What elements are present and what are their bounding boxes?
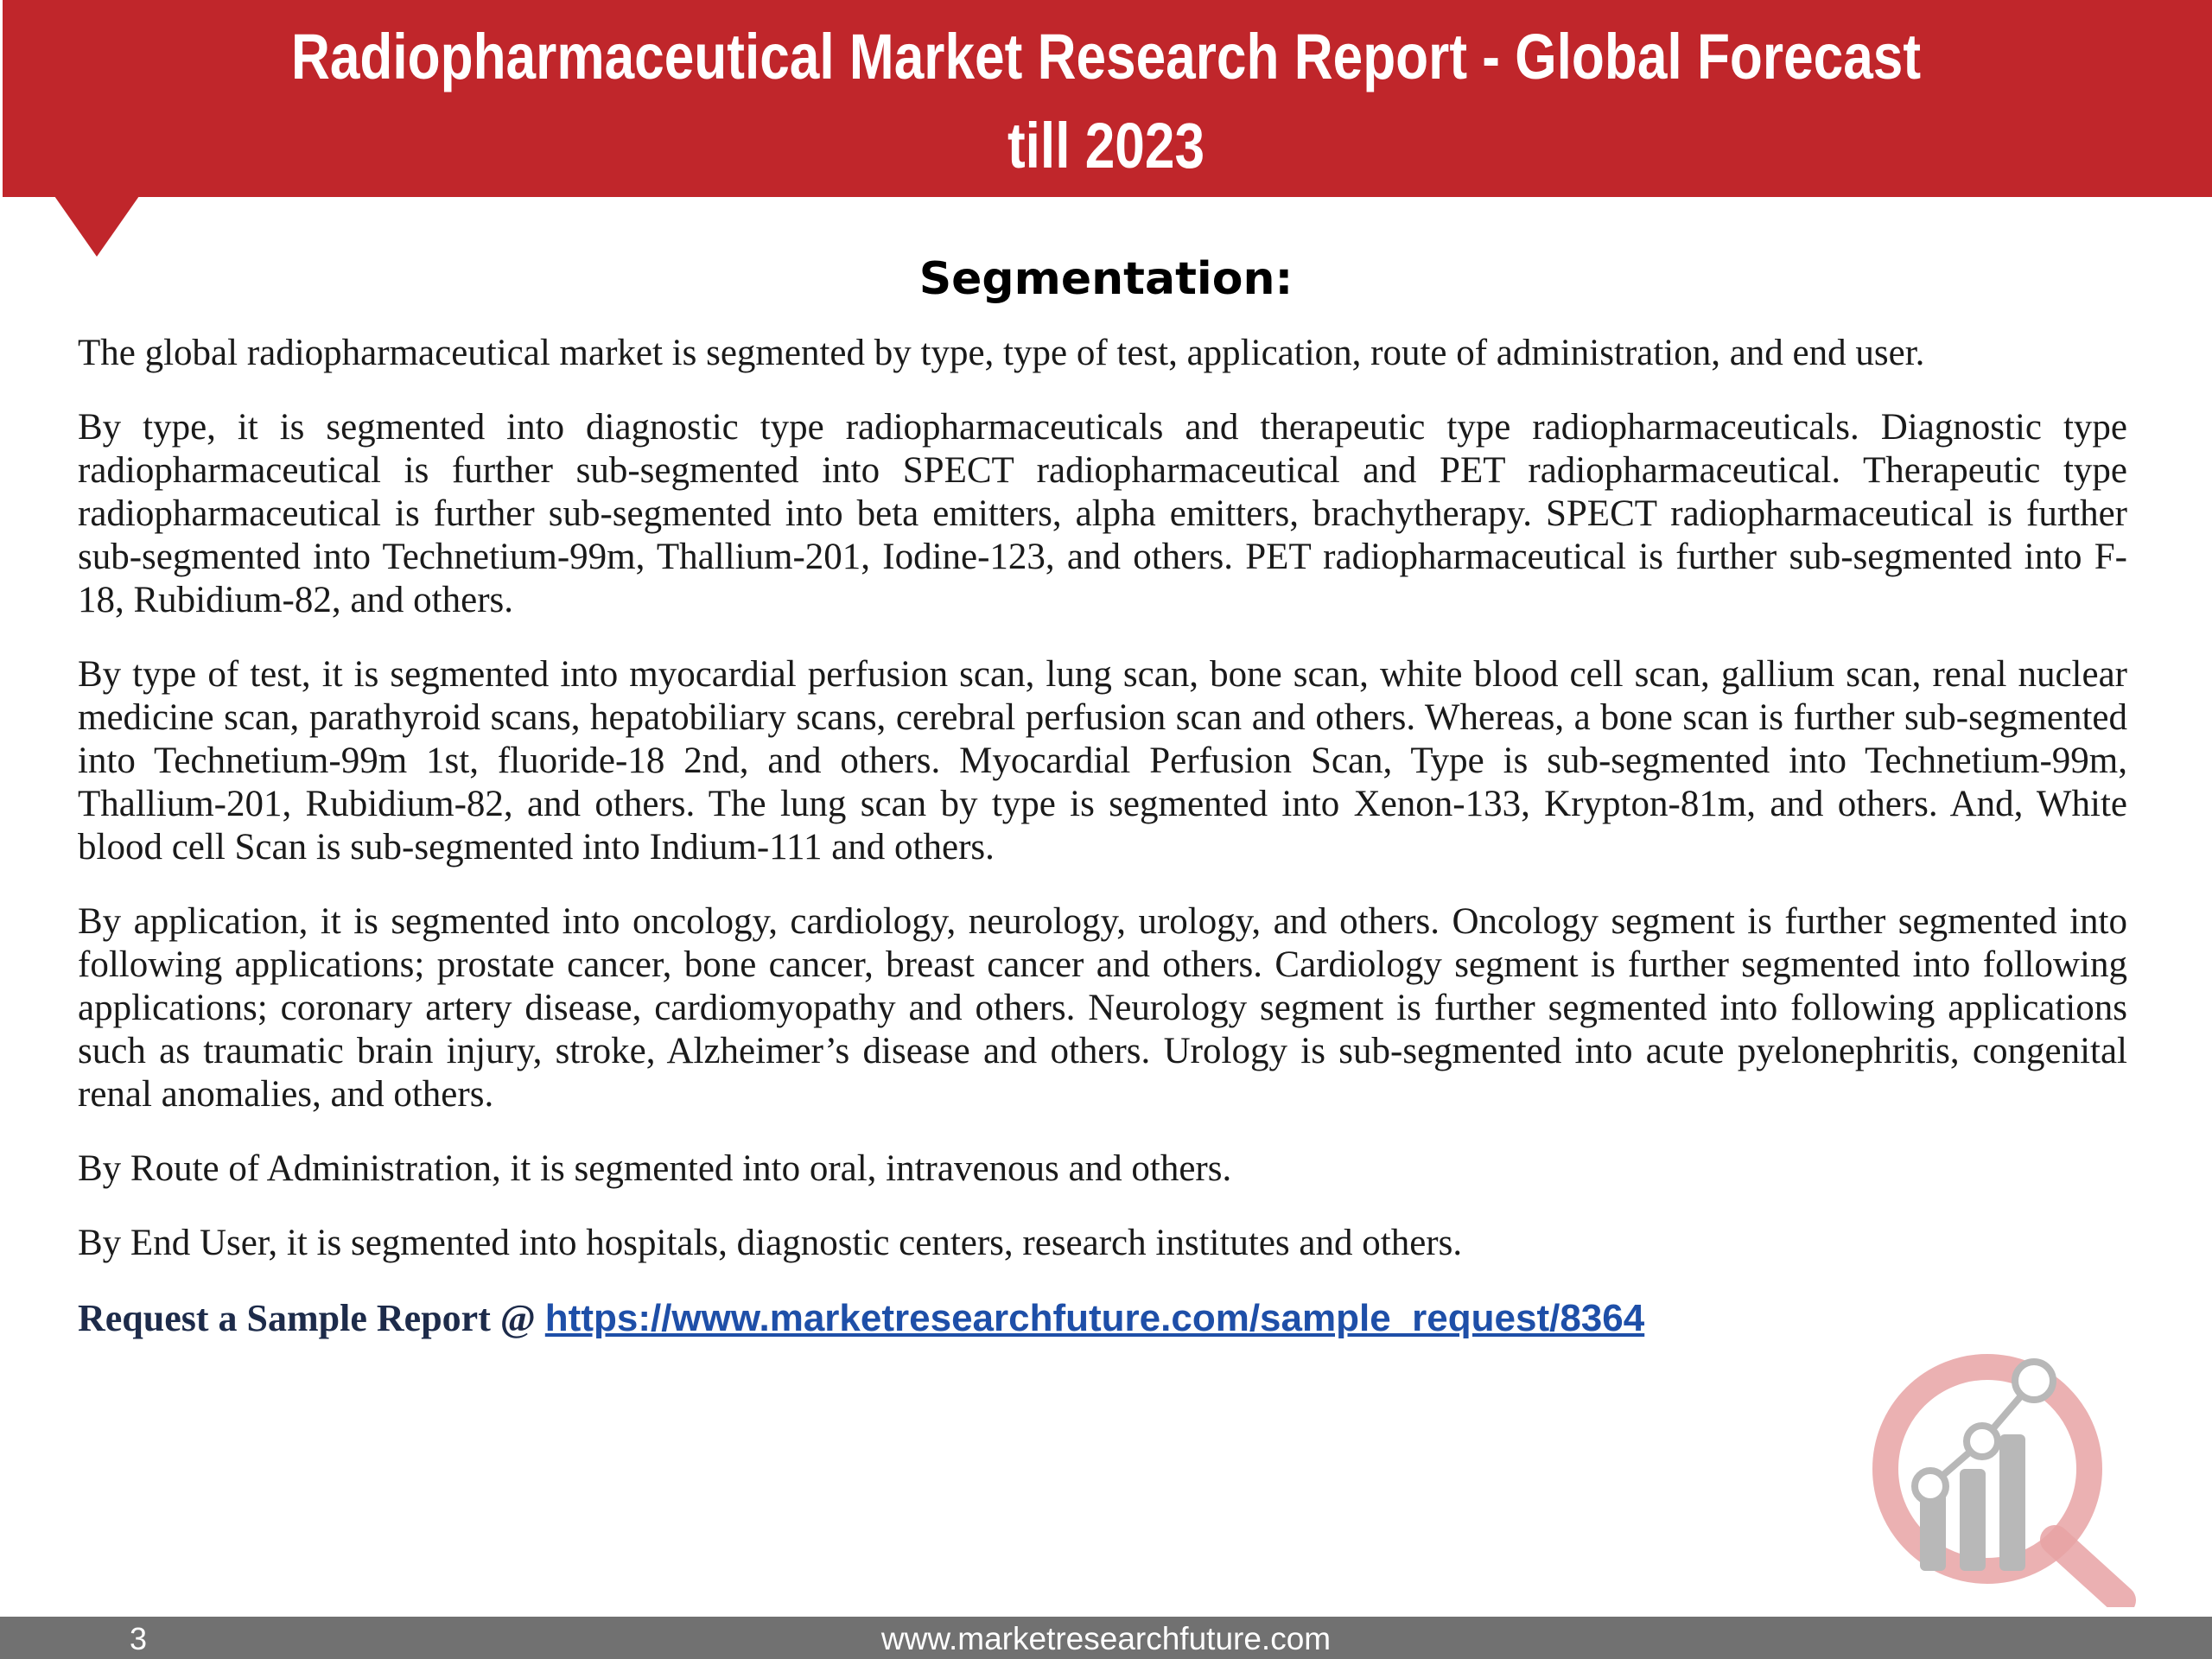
- paragraph-by-route: By Route of Administration, it is segmented into oral, intravenous and others.: [78, 1148, 1232, 1189]
- paragraph-by-application: By application, it is segmented into oncology, cardiology, neurology, urology, and others. Oncology segment is further segmented into following applications; prostate cancer, bone cancer, breast cancer and others. Cardiology segment is further segmented into following applications; coronary artery disease, cardiomyopathy and others. Neurology segment is further segmented into following applications such as traumatic brain injury, stroke, Alzheimer’s disease and others. Urology is sub-segmented into acute pyelonephritis, congenital renal anomalies, and others.: [78, 901, 2127, 1115]
- footer-website-link[interactable]: www.marketresearchfuture.com: [880, 1621, 1332, 1656]
- paragraph-by-end-user: By End User, it is segmented into hospitals, diagnostic centers, research institutes and others.: [78, 1223, 1463, 1263]
- footer-bar: [0, 1617, 2212, 1659]
- page-number: 3: [130, 1621, 148, 1656]
- paragraph-by-test: By type of test, it is segmented into myocardial perfusion scan, lung scan, bone scan, white blood cell scan, gallium scan, renal nuclear medicine scan, parathyroid scans, hepatobiliary scans, cerebral perfusion scan and others. Whereas, a bone scan is further sub-segmented into Technetium-99m 1st, fluoride-18 2nd, and others. Myocardial Perfusion Scan, Type is sub-segmented into Technetium-99m, Thallium-201, Rubidium-82, and others. The lung scan by type is segmented into Xenon-133, Krypton-81m, and others. And, White blood cell Scan is sub-segmented into Indium-111 and others.: [78, 654, 2127, 868]
- section-heading: Segmentation:: [918, 253, 1294, 305]
- sample-request-line: [78, 1296, 2127, 1341]
- body-content: [78, 332, 2127, 1341]
- title-banner-notch: [54, 196, 139, 257]
- paragraph-by-type: By type, it is segmented into diagnostic type radiopharmaceuticals and therapeutic type radiopharmaceuticals. Diagnostic type radiopharmaceutical is further sub-segmented into SPECT radiopharmaceutical and PET radiopharmaceutical. Therapeutic type radiopharmaceutical is further sub-segmented into beta emitters, alpha emitters, brachytherapy. SPECT radiopharmaceutical is further sub-segmented into Technetium-99m, Thallium-201, Iodine-123, and others. PET radiopharmaceutical is further sub-segmented into F-18, Rubidium-82, and others.: [78, 407, 2127, 620]
- sample-request-label: Request a Sample Report @: [78, 1297, 545, 1339]
- analytics-magnifier-logo-icon: [1858, 1348, 2152, 1607]
- page-title: Radiopharmaceutical Market Research Report - Global Forecast till 2023: [290, 21, 1922, 181]
- paragraph-overview: The global radiopharmaceutical market is segmented by type, type of test, application, route of administration, and end user.: [78, 333, 1925, 373]
- sample-request-link[interactable]: https://www.marketresearchfuture.com/sample_request/8364: [544, 1297, 1645, 1339]
